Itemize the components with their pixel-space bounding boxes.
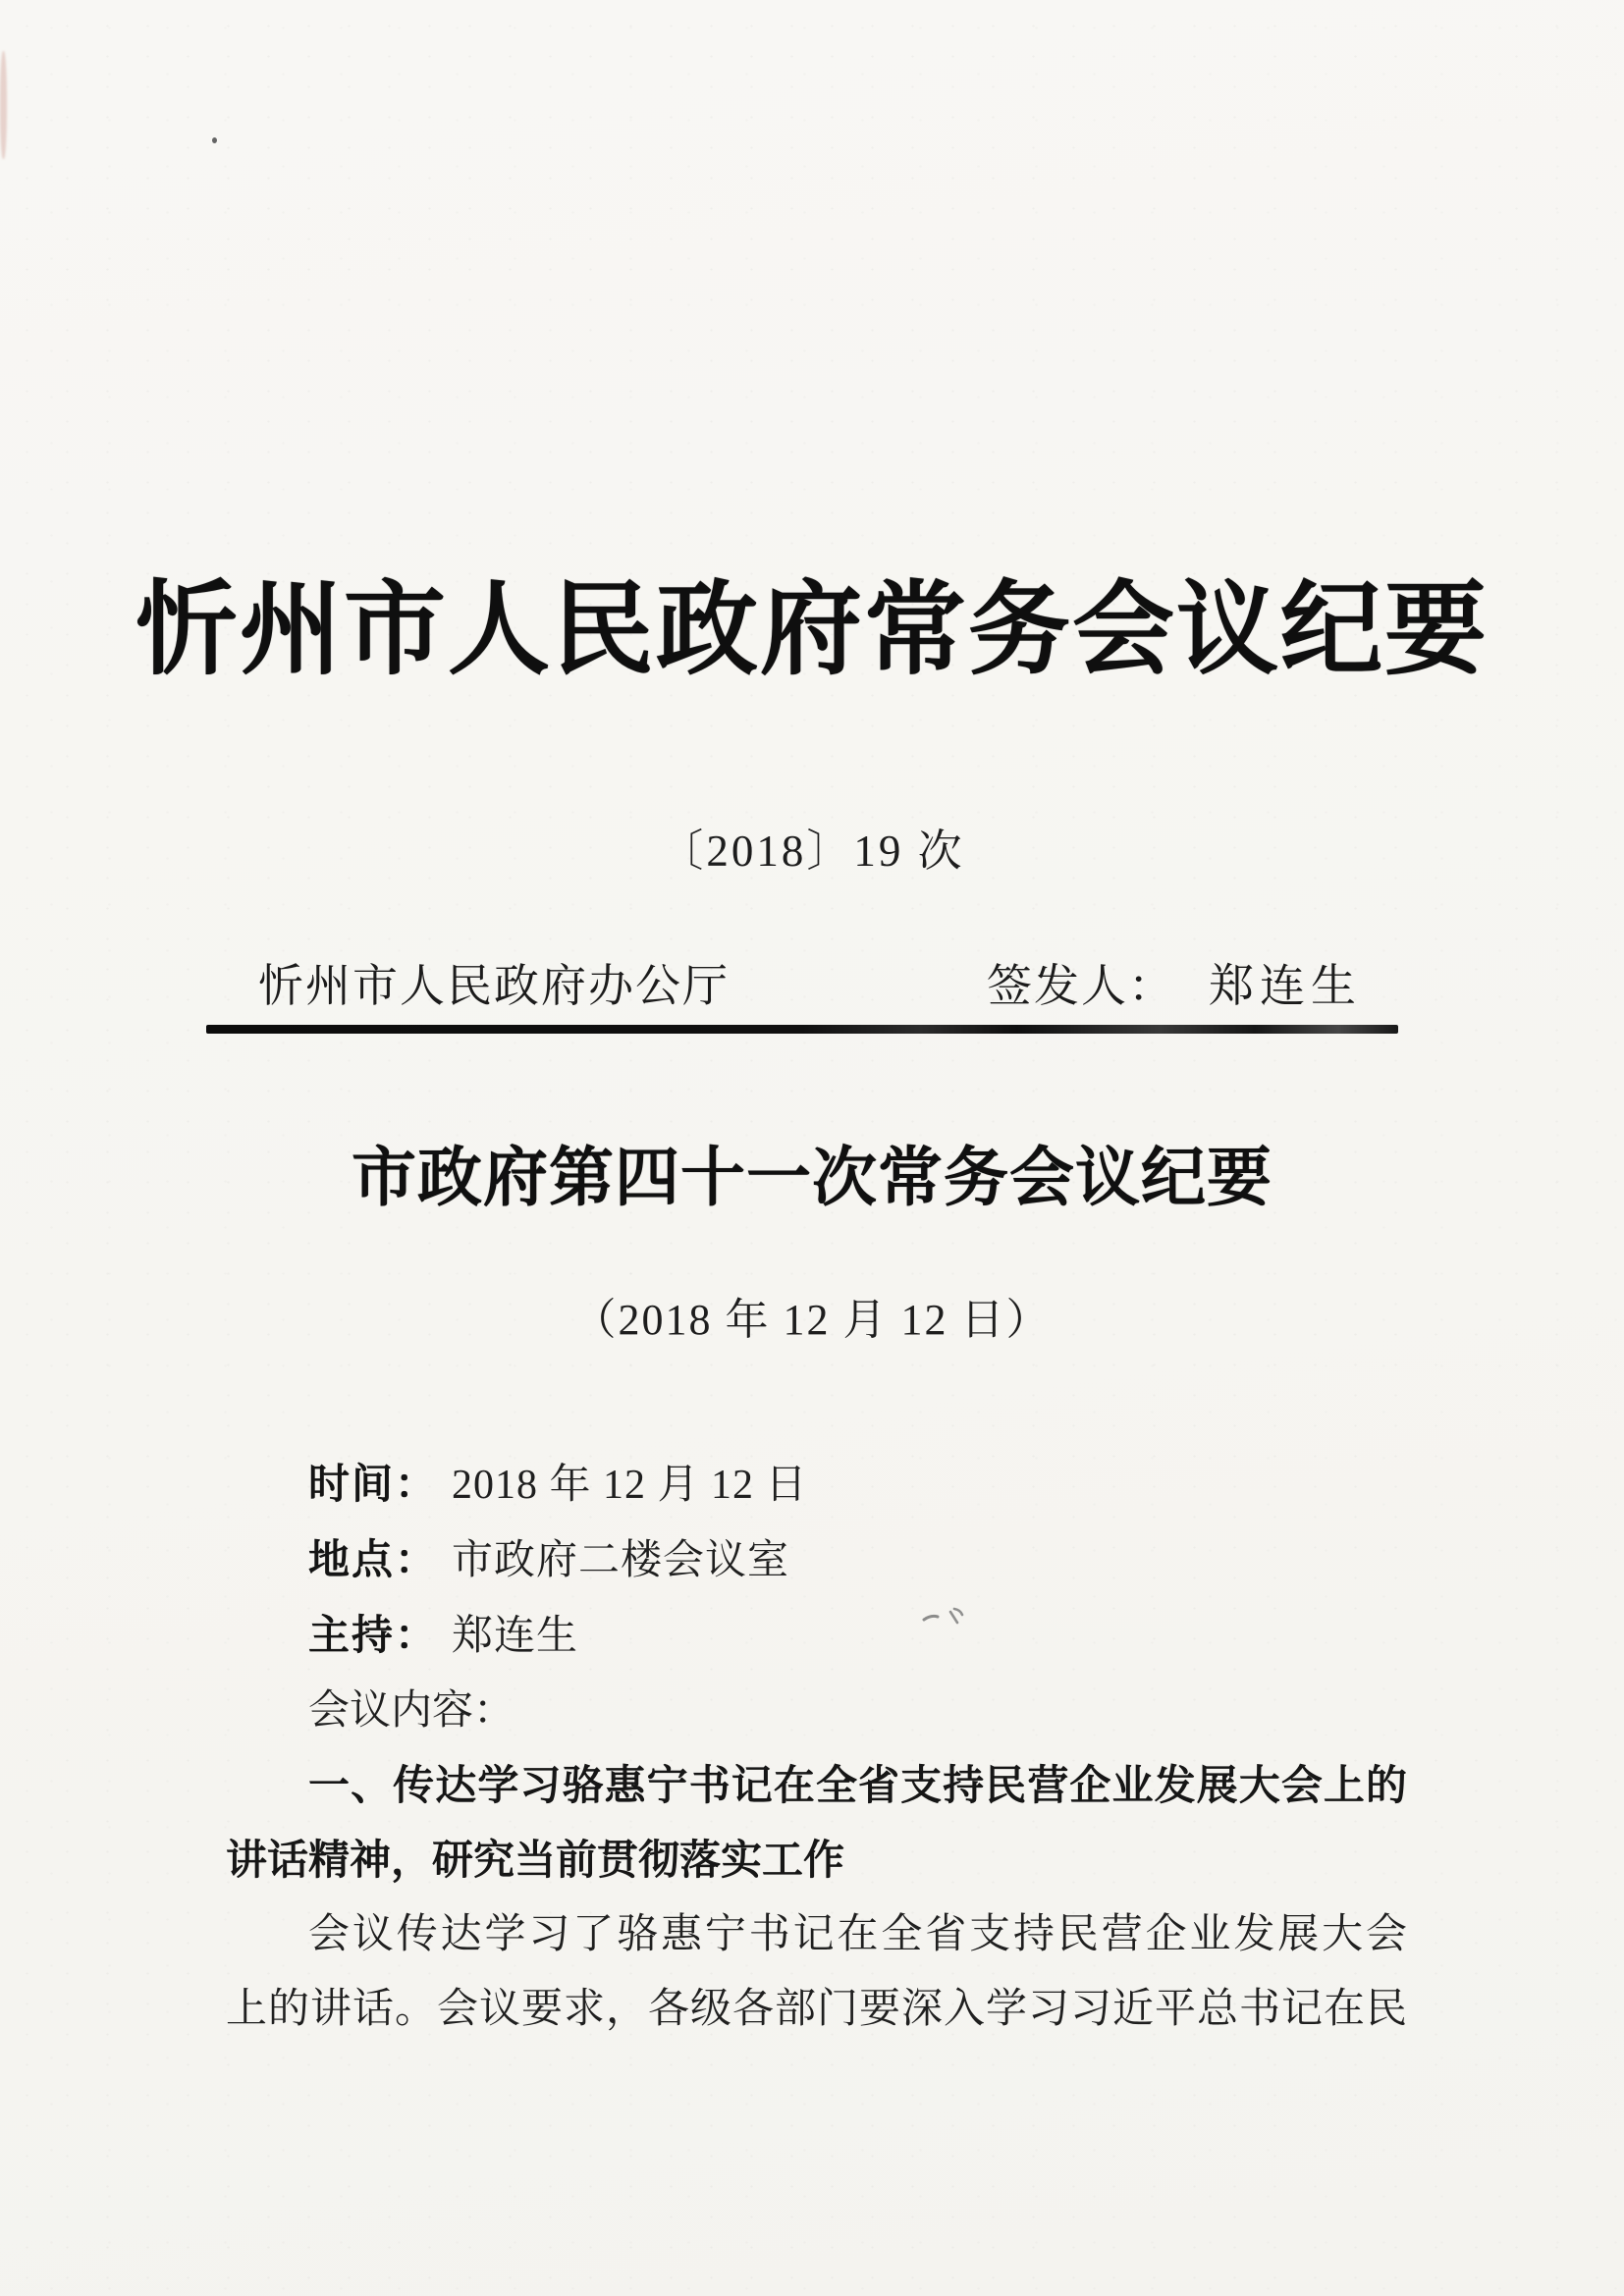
scan-smudge-artifact (0, 51, 7, 159)
meta-label-host: 主持： (308, 1612, 439, 1658)
issuing-office: 忻州市人民政府办公厅 (258, 961, 730, 1011)
signer-label: 签发人： (987, 961, 1175, 1011)
paragraph-line-1: 会议传达学习了骆惠宁书记在全省支持民营企业发展大会 (308, 1912, 1407, 1957)
meta-value-place: 市政府二楼会议室 (452, 1538, 790, 1583)
header-divider-rule (206, 1025, 1398, 1034)
signer-name: 郑连生 (1209, 961, 1362, 1011)
meta-line-time (226, 1447, 1407, 1522)
content-heading-line: 会议内容： (308, 1688, 515, 1734)
pen-mark-artifact (921, 1604, 966, 1637)
agenda-item-line-1: 一、传达学习骆惠宁书记在全省支持民营企业发展大会上的 (308, 1762, 1407, 1808)
ink-dot-artifact (212, 137, 217, 143)
meta-label-place: 地点： (308, 1536, 439, 1582)
agenda-item-line-2: 讲话精神，研究当前贯彻落实工作 (226, 1837, 845, 1883)
meeting-title: 市政府第四十一次常务会议纪要 (352, 1143, 1272, 1214)
meta-line-place (226, 1522, 1407, 1598)
document-main-title: 忻州市人民政府常务会议纪要 (135, 574, 1489, 687)
header-row (258, 950, 1362, 1015)
meeting-date-line: （2018 年 12 月 12 日） (572, 1296, 1052, 1344)
document-body (226, 1447, 1407, 2047)
meta-value-time: 2018 年 12 月 12 日 (452, 1463, 808, 1508)
issue-number: 〔2018〕19 次 (659, 827, 965, 876)
meta-value-host: 郑连生 (452, 1614, 579, 1659)
meta-label-time: 时间： (308, 1461, 439, 1507)
paragraph-line-2: 上的讲话。会议要求，各级各部门要深入学习习近平总书记在民 (226, 1987, 1407, 2032)
signer-line (987, 950, 1362, 1015)
meta-line-host (226, 1598, 1407, 1674)
